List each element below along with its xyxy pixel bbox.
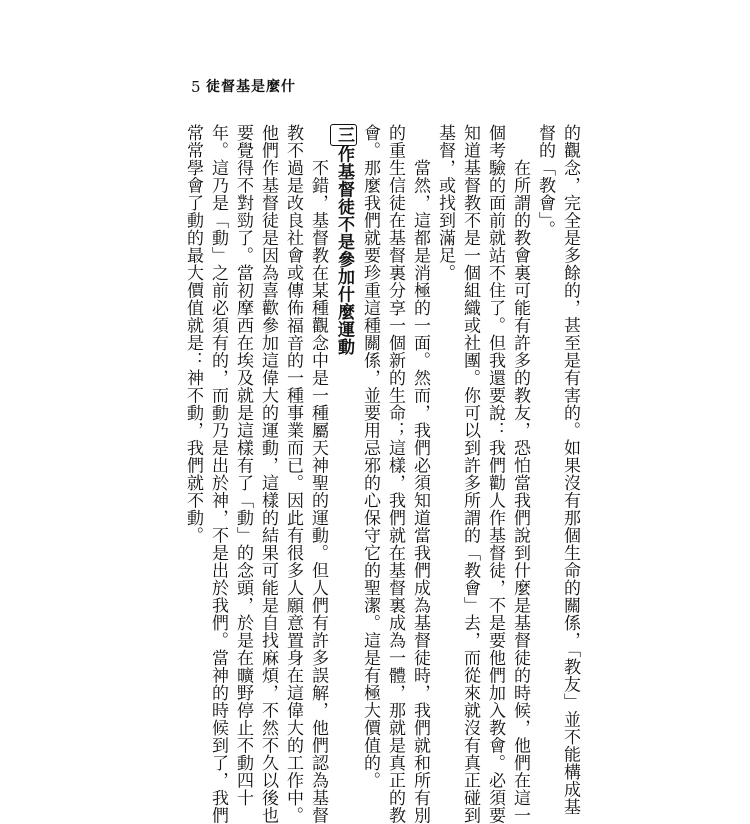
section-heading — [330, 124, 357, 720]
text-line: 當然，這都是消極的一面。然而，我們必須知道當我們成為基督徒時，我們就和所有別 — [410, 159, 430, 824]
section-heading-text: 作基督徒不是參加什麼運動 — [334, 145, 354, 356]
text-line: 要覺得不對勁了。當初摩西在埃及就是這樣有了「動」的念頭，於是在曠野停止不動四十 — [233, 124, 253, 807]
text-line: 督的「教會」。 — [535, 124, 555, 238]
section-number: 三 — [330, 124, 357, 146]
text-line: 會。那麼我們就要珍重這種關係，並要用忌邪的心保守它的聖潔。這是有極大價值的。 — [360, 124, 380, 789]
text-line: 個考驗的面前就站不住了。但我還要說：我們勸人作基督徒，不是要他們加入教會。必須要 — [485, 124, 505, 824]
text-line: 年。這乃是「動」之前必須有的，而動乃是出於神，不是出於我們。當神的時候到了，我們 — [208, 124, 228, 824]
page-number: 5 — [191, 78, 201, 96]
text-line: 不錯，基督教在某種觀念中是一種屬天神聖的運動。但人們有許多誤解，他們認為基督 — [308, 159, 328, 824]
running-header: 徒督基是麼什 — [206, 79, 296, 95]
text-line: 的觀念，完全是多餘的，甚至是有害的。如果沒有那個生命的關係，「教友」並不能構成基 — [560, 124, 580, 816]
text-line: 教不過是改良社會或傳佈福音的一種事業而已。因此有很多人願意置身在這偉大的工作中。 — [283, 124, 303, 824]
text-line: 的重生信徒在基督裏分享一個新的生命；這樣，我們就在基督裏成為一體，那就是真正的教 — [385, 124, 405, 824]
text-line: 在所謂的教會裏可能有許多的教友，恐怕當我們說到什麼是基督徒的時候，他們在這一 — [510, 159, 530, 824]
text-line: 他們作基督徒是因為喜歡參加這偉大的運動，這樣的結果可能是自找麻煩，不然不久以後也 — [258, 124, 278, 824]
text-line: 基督，或找到滿足。 — [435, 124, 455, 282]
text-line: 知道基督教不是一個組織或社團。你可以到許多所謂的「教會」去，而從來就沒有真正碰到 — [460, 124, 480, 824]
body-text — [162, 124, 582, 824]
text-line: 常常學會了動的最大價值就是：神不動，我們就不動。 — [183, 124, 203, 544]
